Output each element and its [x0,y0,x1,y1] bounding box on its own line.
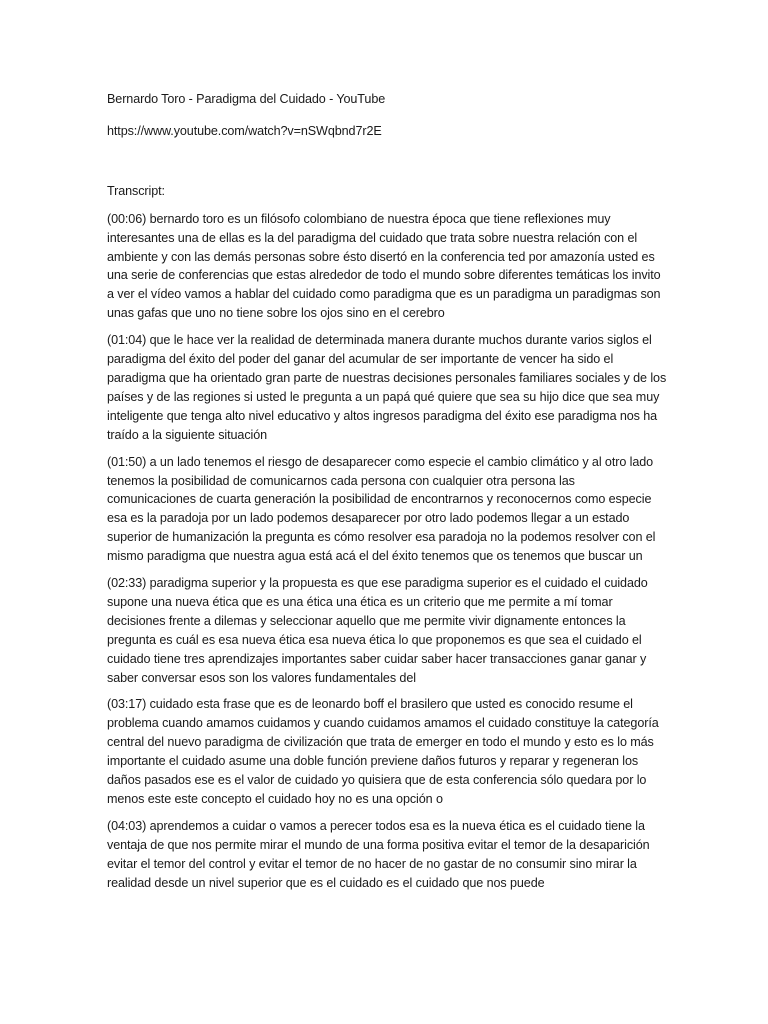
paragraph-text: (00:06) bernardo toro es un filósofo colombiano de nuestra época que tiene reflexiones muy interesantes una de ellas es la del paradigma del cuidado que trata sobre nuestra relación con el ambiente y con las demás personas sobre ésto disertó en la conferencia ted por amazonía usted es una serie de conferencias que estas alrededor de todo el mundo sobre diferentes temáticas los invito a ver el vídeo vamos a hablar del cuidado como paradigma que es un paradigma un paradigmas son unas gafas que uno no tiene sobre los ojos sino en el cerebro [107,211,661,321]
transcript-paragraph [107,574,667,687]
transcript-paragraph [107,695,667,808]
transcript-label: Transcript: [107,183,165,198]
document-page [107,90,667,901]
paragraph-text: (01:04) que le hace ver la realidad de determinada manera durante muchos durante varios siglos el paradigma del éxito del poder del ganar del acumular de ser importante de vencer ha sido el paradigma que ha orientado gran parte de nuestras decisiones personales familiares sociales y de los países y de las regiones si usted le pregunta a un papá qué quiere que sea su hijo dice que sea muy inteligente que tenga alto nivel educativo y altos ingresos paradigma del éxito ese paradigma nos ha traído a la siguiente situación [107,333,667,442]
transcript-paragraph [107,453,667,566]
transcript-paragraph [107,210,667,323]
document-title: Bernardo Toro - Paradigma del Cuidado - YouTube [107,92,386,106]
transcript-paragraph [107,817,667,893]
paragraph-text: (02:33) paradigma superior y la propuesta es que ese paradigma superior es el cuidado el cuidado supone una nueva ética que es una ética una ética es un criterio que me permite a mí tomar decisiones frente a dilemas y seleccionar aquello que me permite vivir dignamente entonces la pregunta es cuál es esa nueva ética esa nueva ética lo que proponemos es que sea el cuidado el cuidado tiene tres aprendizajes importantes saber cuidar saber hacer transacciones ganar ganar y saber conversar esos son los valores fundamentales del [107,576,648,685]
paragraph-text: (03:17) cuidado esta frase que es de leonardo boff el brasilero que usted es conocido resume el problema cuando amamos cuidamos y cuando cuidamos amamos el cuidado constituye la categoría central del nuevo paradigma de civilización que trata de emerger en todo el mundo y esto es lo más importante el cuidado asume una doble función previene daños futuros y reparar y regeneran los daños pasados ese es el valor de cuidado yo quisiera que de esta conferencia sólo quedara por lo menos este este concepto el cuidado hoy no es una opción o [107,697,659,806]
video-url: https://www.youtube.com/watch?v=nSWqbnd7r2E [107,123,382,138]
transcript-paragraph [107,331,667,444]
paragraph-text: (04:03) aprendemos a cuidar o vamos a perecer todos esa es la nueva ética es el cuidado tiene la ventaja de que nos permite mirar el mundo de una forma positiva evitar el temor de la desaparición evitar el temor del control y evitar el temor de no hacer de no gastar de no consumir sino mirar la realidad desde un nivel superior que es el cuidado es el cuidado que nos puede [107,818,650,890]
paragraph-text: (01:50) a un lado tenemos el riesgo de desaparecer como especie el cambio climático y al otro lado tenemos la posibilidad de comunicarnos cada persona con cualquier otra persona las comunicaciones de cuarta generación la posibilidad de encontrarnos y reconocernos como especie esa es la paradoja por un lado podemos desaparecer por otro lado podemos llegar a un estado superior de humanización la pregunta es cómo resolver esa paradoja no la podemos resolver con el mismo paradigma que nuestra agua está acá el del éxito tenemos que os tenemos que buscar un [107,454,656,564]
